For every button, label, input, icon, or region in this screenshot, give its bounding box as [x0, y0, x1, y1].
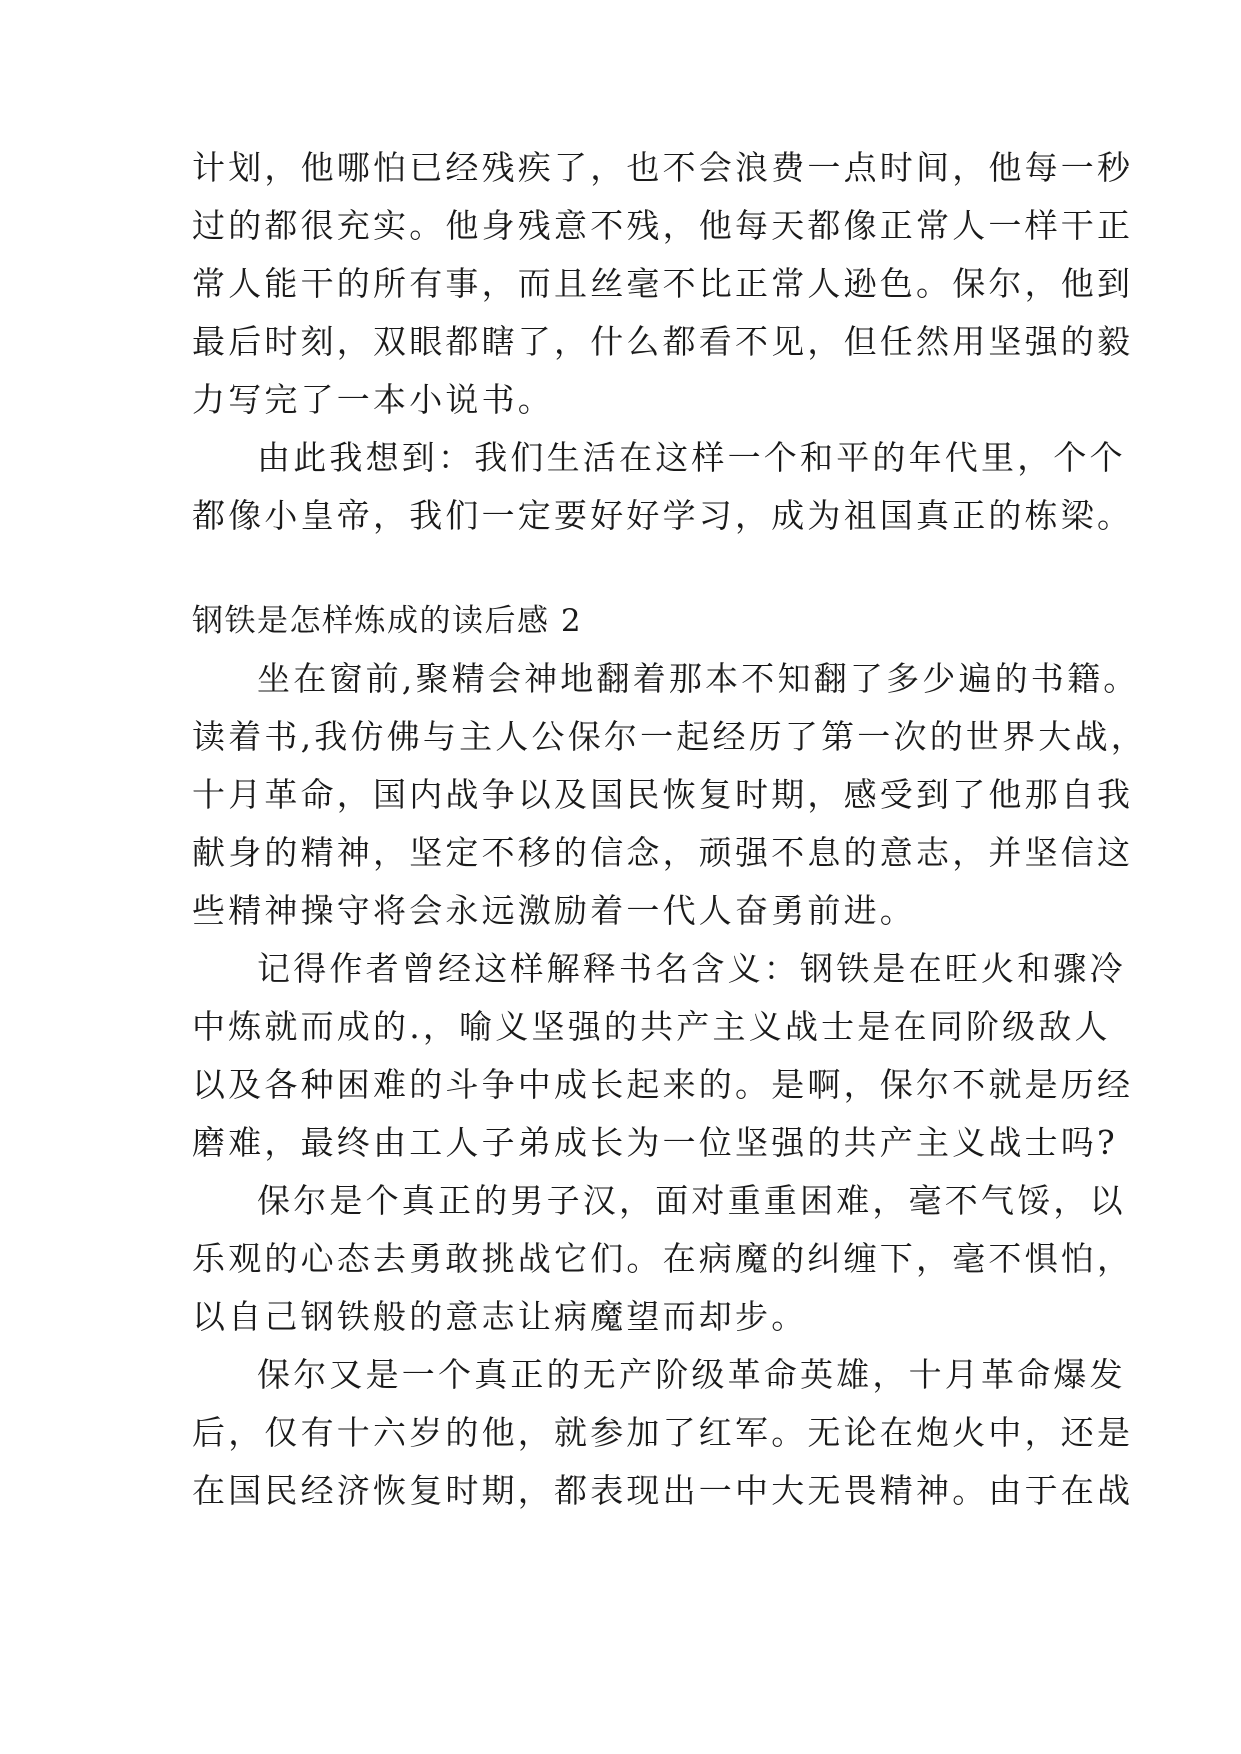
body-line: 读着书,我仿佛与主人公保尔一起经历了第一次的世界大战， [192, 717, 1147, 756]
body-line: 中炼就而成的.，喻义坚强的共产主义战士是在同阶级敌人 [192, 1007, 1111, 1046]
section-title: 钢铁是怎样炼成的读后感 2 [192, 603, 583, 639]
body-line: 些精神操守将会永远激励着一代人奋勇前进。 [192, 891, 916, 930]
body-line: 保尔又是一个真正的无产阶级革命英雄，十月革命爆发 [257, 1355, 1126, 1394]
body-line: 坐在窗前,聚精会神地翻着那本不知翻了多少遍的书籍。 [257, 659, 1140, 698]
body-line: 由此我想到：我们生活在这样一个和平的年代里，个个 [257, 438, 1126, 477]
body-line: 后，仅有十六岁的他，就参加了红军。无论在炮火中，还是 [192, 1413, 1134, 1452]
body-line: 力写完了一本小说书。 [192, 380, 554, 419]
body-line: 最后时刻，双眼都瞎了，什么都看不见，但任然用坚强的毅 [192, 322, 1134, 361]
body-line: 都像小皇帝，我们一定要好好学习，成为祖国真正的栋梁。 [192, 496, 1134, 535]
body-line: 保尔是个真正的男子汉，面对重重困难，毫不气馁，以 [257, 1181, 1126, 1220]
body-line: 过的都很充实。他身残意不残，他每天都像正常人一样干正 [192, 206, 1134, 245]
body-line: 十月革命，国内战争以及国民恢复时期，感受到了他那自我 [192, 775, 1134, 814]
body-line: 计划，他哪怕已经残疾了，也不会浪费一点时间，他每一秒 [192, 148, 1134, 187]
body-line: 以自己钢铁般的意志让病魔望而却步。 [192, 1297, 808, 1336]
body-line: 在国民经济恢复时期，都表现出一中大无畏精神。由于在战 [192, 1471, 1134, 1510]
body-line: 记得作者曾经这样解释书名含义：钢铁是在旺火和骤冷 [257, 949, 1126, 988]
body-line: 常人能干的所有事，而且丝毫不比正常人逊色。保尔，他到 [192, 264, 1134, 303]
body-line: 乐观的心态去勇敢挑战它们。在病魔的纠缠下，毫不惧怕， [192, 1239, 1134, 1278]
body-line: 献身的精神，坚定不移的信念，顽强不息的意志，并坚信这 [192, 833, 1134, 872]
body-line: 磨难，最终由工人子弟成长为一位坚强的共产主义战士吗? [192, 1123, 1118, 1162]
body-line: 以及各种困难的斗争中成长起来的。是啊，保尔不就是历经 [192, 1065, 1134, 1104]
